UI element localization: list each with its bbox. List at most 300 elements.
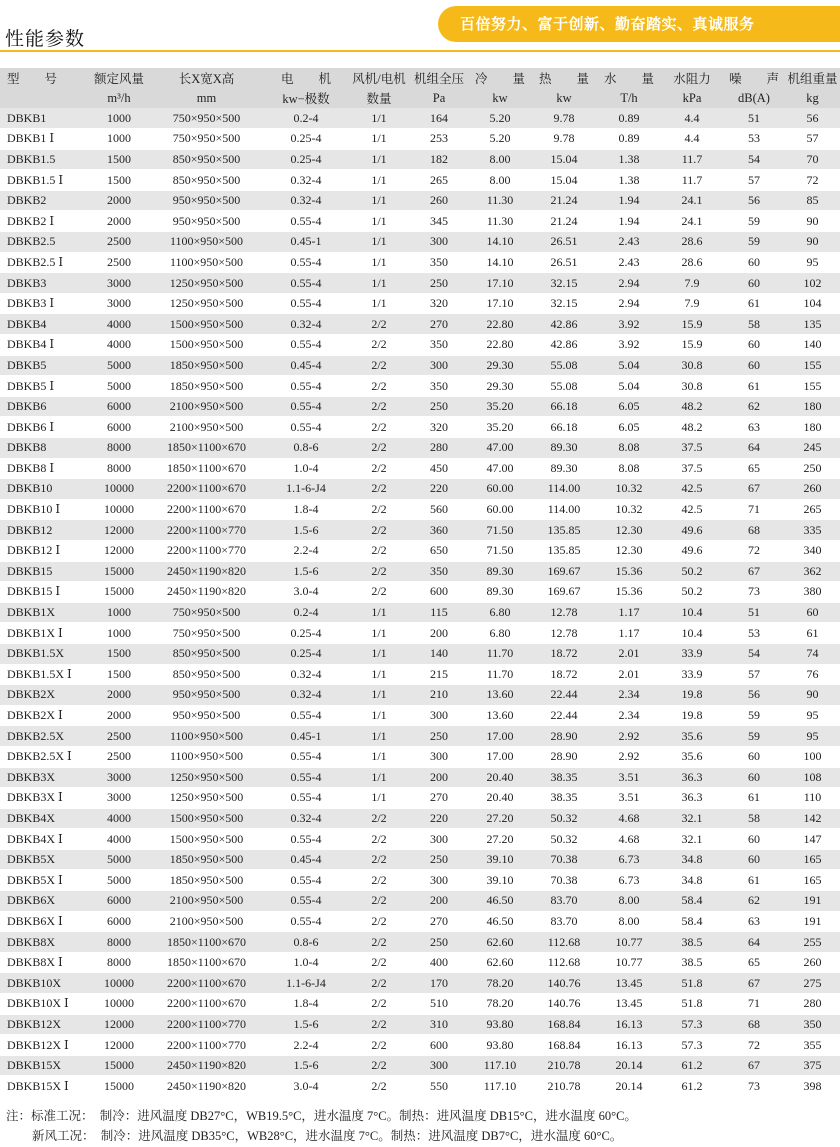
- cell-heating: 169.67: [531, 561, 597, 582]
- cell-heating: 42.86: [531, 335, 597, 356]
- cell-cooling: 78.20: [469, 994, 531, 1015]
- cell-noise: 53: [723, 623, 785, 644]
- cell-cooling: 60.00: [469, 499, 531, 520]
- cell-dimensions: 2450×1190×820: [150, 1076, 263, 1097]
- cell-motor: 0.45-4: [263, 355, 349, 376]
- cell-total-pressure: 280: [409, 438, 469, 459]
- cell-fan-motor-qty: 1/1: [349, 252, 409, 273]
- cell-total-pressure: 265: [409, 170, 469, 191]
- cell-motor: 0.55-4: [263, 829, 349, 850]
- cell-water-flow: 16.13: [597, 1035, 661, 1056]
- table-row: [0, 376, 840, 397]
- cell-total-pressure: 270: [409, 788, 469, 809]
- cell-weight: 165: [785, 849, 840, 870]
- cell-water-resistance: 38.5: [661, 932, 723, 953]
- cell-cooling: 35.20: [469, 417, 531, 438]
- table-row: [0, 829, 840, 850]
- table-row: [0, 108, 840, 129]
- cell-dimensions: 2100×950×500: [150, 911, 263, 932]
- cell-total-pressure: 600: [409, 1035, 469, 1056]
- cell-model: DBKB12X Ⅰ: [0, 1035, 88, 1056]
- cell-total-pressure: 200: [409, 767, 469, 788]
- table-row: [0, 396, 840, 417]
- cell-total-pressure: 300: [409, 870, 469, 891]
- cell-cooling: 5.20: [469, 108, 531, 129]
- cell-water-flow: 5.04: [597, 355, 661, 376]
- cell-noise: 65: [723, 458, 785, 479]
- cell-weight: 260: [785, 952, 840, 973]
- cell-cooling: 29.30: [469, 355, 531, 376]
- cell-fan-motor-qty: 1/1: [349, 211, 409, 232]
- cell-motor: 0.8-6: [263, 932, 349, 953]
- cell-airflow: 5000: [88, 376, 150, 397]
- cell-model: DBKB4X Ⅰ: [0, 829, 88, 850]
- cell-noise: 60: [723, 849, 785, 870]
- cell-heating: 18.72: [531, 664, 597, 685]
- cell-fan-motor-qty: 1/1: [349, 273, 409, 294]
- cell-water-resistance: 33.9: [661, 643, 723, 664]
- cell-water-flow: 3.92: [597, 314, 661, 335]
- table-row: [0, 561, 840, 582]
- cell-airflow: 4000: [88, 314, 150, 335]
- cell-water-resistance: 57.3: [661, 1035, 723, 1056]
- cell-model: DBKB2.5 Ⅰ: [0, 252, 88, 273]
- cell-model: DBKB1.5 Ⅰ: [0, 170, 88, 191]
- cell-weight: 85: [785, 190, 840, 211]
- cell-model: DBKB3: [0, 273, 88, 294]
- cell-water-resistance: 35.6: [661, 746, 723, 767]
- cell-model: DBKB6: [0, 396, 88, 417]
- cell-cooling: 78.20: [469, 973, 531, 994]
- cell-water-resistance: 48.2: [661, 396, 723, 417]
- cell-noise: 60: [723, 355, 785, 376]
- cell-heating: 168.84: [531, 1014, 597, 1035]
- cell-total-pressure: 300: [409, 705, 469, 726]
- cell-weight: 135: [785, 314, 840, 335]
- cell-heating: 38.35: [531, 767, 597, 788]
- cell-cooling: 17.10: [469, 293, 531, 314]
- cell-water-flow: 10.77: [597, 952, 661, 973]
- cell-model: DBKB3X: [0, 767, 88, 788]
- cell-weight: 56: [785, 108, 840, 129]
- cell-motor: 0.55-4: [263, 335, 349, 356]
- cell-water-flow: 1.94: [597, 190, 661, 211]
- cell-heating: 89.30: [531, 438, 597, 459]
- cell-motor: 0.2-4: [263, 602, 349, 623]
- cell-fan-motor-qty: 2/2: [349, 973, 409, 994]
- cell-weight: 100: [785, 746, 840, 767]
- cell-total-pressure: 350: [409, 335, 469, 356]
- cell-heating: 22.44: [531, 705, 597, 726]
- cell-fan-motor-qty: 1/1: [349, 746, 409, 767]
- cell-airflow: 2000: [88, 685, 150, 706]
- cell-total-pressure: 210: [409, 685, 469, 706]
- cell-water-flow: 2.01: [597, 664, 661, 685]
- cell-airflow: 8000: [88, 458, 150, 479]
- cell-noise: 61: [723, 376, 785, 397]
- cell-weight: 95: [785, 726, 840, 747]
- cell-noise: 53: [723, 129, 785, 150]
- cell-dimensions: 1850×950×500: [150, 849, 263, 870]
- cell-weight: 102: [785, 273, 840, 294]
- cell-total-pressure: 350: [409, 561, 469, 582]
- cell-fan-motor-qty: 2/2: [349, 808, 409, 829]
- cell-water-resistance: 51.8: [661, 973, 723, 994]
- cell-cooling: 39.10: [469, 849, 531, 870]
- cell-total-pressure: 600: [409, 582, 469, 603]
- cell-noise: 61: [723, 788, 785, 809]
- cell-fan-motor-qty: 2/2: [349, 561, 409, 582]
- cell-heating: 32.15: [531, 293, 597, 314]
- cell-noise: 71: [723, 499, 785, 520]
- cell-dimensions: 1850×1100×670: [150, 438, 263, 459]
- cell-model: DBKB15 Ⅰ: [0, 582, 88, 603]
- cell-motor: 0.45-4: [263, 849, 349, 870]
- cell-dimensions: 850×950×500: [150, 643, 263, 664]
- cell-model: DBKB2.5X: [0, 726, 88, 747]
- cell-water-flow: 3.92: [597, 335, 661, 356]
- cell-airflow: 12000: [88, 1014, 150, 1035]
- cell-noise: 68: [723, 1014, 785, 1035]
- table-row: [0, 994, 840, 1015]
- cell-heating: 83.70: [531, 911, 597, 932]
- cell-fan-motor-qty: 1/1: [349, 293, 409, 314]
- table-row: [0, 623, 840, 644]
- cell-noise: 71: [723, 994, 785, 1015]
- cell-total-pressure: 220: [409, 808, 469, 829]
- header-water-resistance: 水阻力: [661, 68, 723, 88]
- cell-fan-motor-qty: 1/1: [349, 685, 409, 706]
- cell-airflow: 3000: [88, 273, 150, 294]
- cell-motor: 1.8-4: [263, 994, 349, 1015]
- cell-weight: 104: [785, 293, 840, 314]
- cell-dimensions: 1500×950×500: [150, 314, 263, 335]
- cell-dimensions: 1500×950×500: [150, 335, 263, 356]
- cell-cooling: 6.80: [469, 602, 531, 623]
- cell-water-flow: 10.77: [597, 932, 661, 953]
- cell-model: DBKB1.5X: [0, 643, 88, 664]
- cell-water-flow: 2.43: [597, 252, 661, 273]
- cell-motor: 3.0-4: [263, 1076, 349, 1097]
- cell-motor: 0.55-4: [263, 252, 349, 273]
- table-row: [0, 520, 840, 541]
- cell-water-resistance: 50.2: [661, 561, 723, 582]
- cell-airflow: 1000: [88, 623, 150, 644]
- cell-cooling: 27.20: [469, 829, 531, 850]
- cell-weight: 250: [785, 458, 840, 479]
- cell-water-resistance: 42.5: [661, 479, 723, 500]
- cell-airflow: 5000: [88, 870, 150, 891]
- cell-water-flow: 16.13: [597, 1014, 661, 1035]
- cell-motor: 1.5-6: [263, 1014, 349, 1035]
- cell-fan-motor-qty: 2/2: [349, 994, 409, 1015]
- cell-water-resistance: 48.2: [661, 417, 723, 438]
- cell-cooling: 17.10: [469, 273, 531, 294]
- cell-model: DBKB12 Ⅰ: [0, 540, 88, 561]
- cell-motor: 1.0-4: [263, 458, 349, 479]
- cell-weight: 108: [785, 767, 840, 788]
- cell-fan-motor-qty: 2/2: [349, 849, 409, 870]
- header-row-units: [0, 88, 840, 108]
- cell-model: DBKB8X Ⅰ: [0, 952, 88, 973]
- cell-model: DBKB15X: [0, 1055, 88, 1076]
- cell-water-flow: 1.17: [597, 602, 661, 623]
- cell-airflow: 2000: [88, 211, 150, 232]
- cell-noise: 56: [723, 685, 785, 706]
- table-row: [0, 170, 840, 191]
- cell-noise: 72: [723, 540, 785, 561]
- cell-water-resistance: 7.9: [661, 293, 723, 314]
- cell-model: DBKB10X Ⅰ: [0, 994, 88, 1015]
- cell-water-resistance: 34.8: [661, 849, 723, 870]
- cell-weight: 140: [785, 335, 840, 356]
- cell-motor: 0.32-4: [263, 808, 349, 829]
- cell-water-resistance: 37.5: [661, 438, 723, 459]
- cell-weight: 155: [785, 376, 840, 397]
- cell-fan-motor-qty: 2/2: [349, 335, 409, 356]
- cell-water-resistance: 36.3: [661, 767, 723, 788]
- header-airflow: 额定风量: [88, 68, 150, 88]
- cell-water-flow: 10.32: [597, 479, 661, 500]
- cell-water-resistance: 58.4: [661, 891, 723, 912]
- table-row: [0, 932, 840, 953]
- cell-weight: 72: [785, 170, 840, 191]
- cell-dimensions: 750×950×500: [150, 108, 263, 129]
- table-row: [0, 314, 840, 335]
- cell-fan-motor-qty: 1/1: [349, 643, 409, 664]
- cell-cooling: 11.30: [469, 190, 531, 211]
- header-noise: 噪 声: [723, 68, 785, 88]
- cell-model: DBKB5X Ⅰ: [0, 870, 88, 891]
- cell-fan-motor-qty: 1/1: [349, 767, 409, 788]
- cell-cooling: 93.80: [469, 1035, 531, 1056]
- cell-total-pressure: 450: [409, 458, 469, 479]
- header-row-labels: [0, 68, 840, 88]
- table-row: [0, 911, 840, 932]
- cell-model: DBKB1.5X Ⅰ: [0, 664, 88, 685]
- cell-motor: 0.45-1: [263, 726, 349, 747]
- table-row: [0, 705, 840, 726]
- cell-heating: 21.24: [531, 211, 597, 232]
- cell-dimensions: 950×950×500: [150, 190, 263, 211]
- cell-weight: 70: [785, 149, 840, 170]
- table-row: [0, 582, 840, 603]
- cell-airflow: 12000: [88, 1035, 150, 1056]
- cell-dimensions: 2450×1190×820: [150, 561, 263, 582]
- cell-cooling: 93.80: [469, 1014, 531, 1035]
- cell-airflow: 10000: [88, 994, 150, 1015]
- cell-water-flow: 2.34: [597, 705, 661, 726]
- cell-airflow: 1000: [88, 602, 150, 623]
- cell-weight: 180: [785, 396, 840, 417]
- cell-noise: 73: [723, 1076, 785, 1097]
- cell-water-resistance: 28.6: [661, 232, 723, 253]
- cell-fan-motor-qty: 2/2: [349, 520, 409, 541]
- cell-weight: 355: [785, 1035, 840, 1056]
- cell-water-resistance: 49.6: [661, 520, 723, 541]
- cell-dimensions: 850×950×500: [150, 170, 263, 191]
- cell-water-flow: 15.36: [597, 582, 661, 603]
- cell-water-resistance: 24.1: [661, 190, 723, 211]
- cell-heating: 38.35: [531, 788, 597, 809]
- cell-noise: 64: [723, 932, 785, 953]
- cell-dimensions: 1850×950×500: [150, 870, 263, 891]
- cell-dimensions: 1850×950×500: [150, 355, 263, 376]
- cell-airflow: 12000: [88, 540, 150, 561]
- cell-water-flow: 1.94: [597, 211, 661, 232]
- cell-dimensions: 2200×1100×670: [150, 479, 263, 500]
- cell-water-resistance: 10.4: [661, 623, 723, 644]
- cell-dimensions: 1250×950×500: [150, 293, 263, 314]
- cell-fan-motor-qty: 2/2: [349, 540, 409, 561]
- cell-heating: 18.72: [531, 643, 597, 664]
- cell-fan-motor-qty: 1/1: [349, 149, 409, 170]
- cell-motor: 0.32-4: [263, 685, 349, 706]
- cell-fan-motor-qty: 2/2: [349, 932, 409, 953]
- cell-dimensions: 950×950×500: [150, 211, 263, 232]
- cell-noise: 67: [723, 479, 785, 500]
- cell-weight: 95: [785, 252, 840, 273]
- cell-motor: 0.2-4: [263, 108, 349, 129]
- cell-total-pressure: 200: [409, 623, 469, 644]
- cell-cooling: 35.20: [469, 396, 531, 417]
- table-row: [0, 355, 840, 376]
- cell-water-flow: 15.36: [597, 561, 661, 582]
- cell-airflow: 10000: [88, 499, 150, 520]
- cell-motor: 0.55-4: [263, 911, 349, 932]
- cell-fan-motor-qty: 2/2: [349, 829, 409, 850]
- cell-weight: 255: [785, 932, 840, 953]
- cell-cooling: 89.30: [469, 561, 531, 582]
- table-row: [0, 870, 840, 891]
- cell-total-pressure: 250: [409, 396, 469, 417]
- cell-total-pressure: 200: [409, 891, 469, 912]
- cell-water-flow: 6.05: [597, 396, 661, 417]
- cell-water-flow: 2.43: [597, 232, 661, 253]
- cell-cooling: 20.40: [469, 788, 531, 809]
- cell-total-pressure: 350: [409, 376, 469, 397]
- cell-airflow: 10000: [88, 479, 150, 500]
- cell-weight: 90: [785, 211, 840, 232]
- cell-water-resistance: 15.9: [661, 314, 723, 335]
- cell-weight: 61: [785, 623, 840, 644]
- cell-water-flow: 2.94: [597, 273, 661, 294]
- cell-total-pressure: 260: [409, 190, 469, 211]
- cell-motor: 1.5-6: [263, 1055, 349, 1076]
- cell-water-flow: 2.01: [597, 643, 661, 664]
- cell-fan-motor-qty: 1/1: [349, 602, 409, 623]
- cell-fan-motor-qty: 1/1: [349, 190, 409, 211]
- cell-cooling: 71.50: [469, 540, 531, 561]
- cell-model: DBKB2X Ⅰ: [0, 705, 88, 726]
- table-row: [0, 602, 840, 623]
- table-row: [0, 788, 840, 809]
- cell-model: DBKB10: [0, 479, 88, 500]
- cell-heating: 140.76: [531, 973, 597, 994]
- cell-cooling: 117.10: [469, 1055, 531, 1076]
- cell-heating: 140.76: [531, 994, 597, 1015]
- cell-dimensions: 2450×1190×820: [150, 582, 263, 603]
- cell-water-flow: 13.45: [597, 973, 661, 994]
- cell-airflow: 1500: [88, 643, 150, 664]
- cell-water-flow: 10.32: [597, 499, 661, 520]
- cell-model: DBKB5 Ⅰ: [0, 376, 88, 397]
- cell-model: DBKB12: [0, 520, 88, 541]
- cell-airflow: 4000: [88, 829, 150, 850]
- cell-total-pressure: 400: [409, 952, 469, 973]
- cell-noise: 60: [723, 335, 785, 356]
- cell-water-resistance: 61.2: [661, 1055, 723, 1076]
- cell-weight: 165: [785, 870, 840, 891]
- cell-weight: 265: [785, 499, 840, 520]
- cell-model: DBKB4X: [0, 808, 88, 829]
- cell-water-flow: 3.51: [597, 788, 661, 809]
- cell-cooling: 117.10: [469, 1076, 531, 1097]
- table-row: [0, 232, 840, 253]
- cell-noise: 57: [723, 170, 785, 191]
- cell-noise: 59: [723, 211, 785, 232]
- cell-heating: 55.08: [531, 355, 597, 376]
- cell-water-resistance: 38.5: [661, 952, 723, 973]
- cell-dimensions: 1250×950×500: [150, 788, 263, 809]
- cell-weight: 191: [785, 911, 840, 932]
- cell-motor: 0.8-6: [263, 438, 349, 459]
- cell-noise: 64: [723, 438, 785, 459]
- cell-fan-motor-qty: 1/1: [349, 129, 409, 150]
- table-row: [0, 417, 840, 438]
- table-row: [0, 726, 840, 747]
- cell-dimensions: 750×950×500: [150, 129, 263, 150]
- table-row: [0, 643, 840, 664]
- cell-fan-motor-qty: 2/2: [349, 1035, 409, 1056]
- cell-noise: 58: [723, 314, 785, 335]
- cell-total-pressure: 220: [409, 479, 469, 500]
- cell-dimensions: 2450×1190×820: [150, 1055, 263, 1076]
- cell-total-pressure: 250: [409, 932, 469, 953]
- cell-water-resistance: 34.8: [661, 870, 723, 891]
- header-water-resistance: kPa: [661, 88, 723, 108]
- cell-water-resistance: 51.8: [661, 994, 723, 1015]
- cell-dimensions: 1850×950×500: [150, 376, 263, 397]
- cell-heating: 89.30: [531, 458, 597, 479]
- cell-weight: 280: [785, 994, 840, 1015]
- cell-motor: 0.25-4: [263, 149, 349, 170]
- cell-heating: 28.90: [531, 746, 597, 767]
- cell-fan-motor-qty: 2/2: [349, 458, 409, 479]
- cell-total-pressure: 300: [409, 1055, 469, 1076]
- cell-water-resistance: 4.4: [661, 129, 723, 150]
- cell-noise: 62: [723, 396, 785, 417]
- cell-heating: 210.78: [531, 1055, 597, 1076]
- cell-model: DBKB5: [0, 355, 88, 376]
- cell-water-flow: 2.92: [597, 726, 661, 747]
- cell-dimensions: 1850×1100×670: [150, 952, 263, 973]
- cell-motor: 0.55-4: [263, 767, 349, 788]
- cell-airflow: 5000: [88, 849, 150, 870]
- cell-airflow: 2000: [88, 705, 150, 726]
- cell-motor: 0.55-4: [263, 417, 349, 438]
- header-fan-motor-qty: 风机/电机: [349, 68, 409, 88]
- cell-heating: 32.15: [531, 273, 597, 294]
- page-title: 性能参数: [5, 28, 86, 50]
- cell-motor: 0.55-4: [263, 376, 349, 397]
- cell-motor: 1.0-4: [263, 952, 349, 973]
- cell-noise: 67: [723, 1055, 785, 1076]
- cell-cooling: 17.00: [469, 726, 531, 747]
- cell-water-resistance: 42.5: [661, 499, 723, 520]
- header-heating: 热 量: [531, 68, 597, 88]
- cell-fan-motor-qty: 2/2: [349, 1055, 409, 1076]
